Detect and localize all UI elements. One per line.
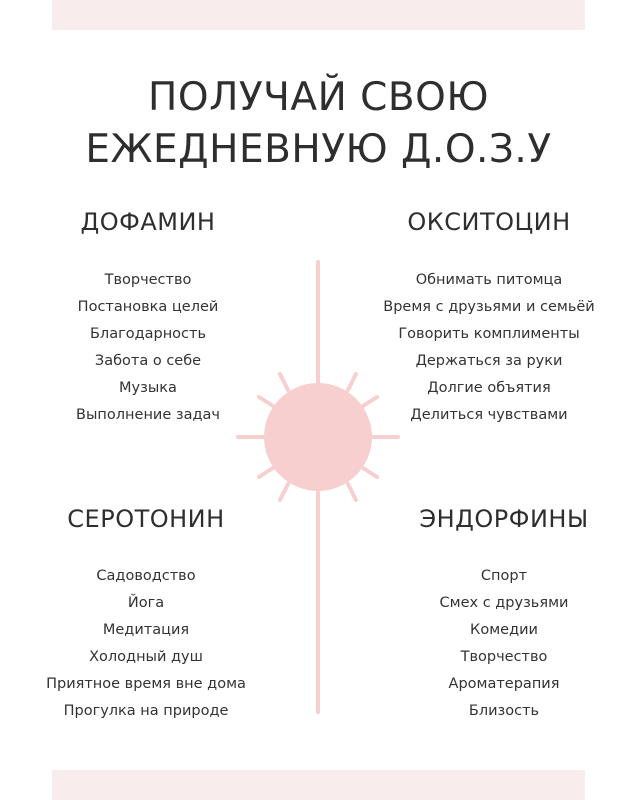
activity-list	[374, 563, 634, 725]
sun-circle	[264, 383, 372, 491]
list-item: Ароматерапия	[448, 676, 560, 692]
section-serotonin	[16, 504, 276, 725]
section-heading: ДОФАМИН	[80, 208, 216, 236]
list-item: Приятное время вне дома	[46, 676, 246, 692]
title-line-2: ЕЖЕДНЕВНУЮ Д.О.З.У	[85, 127, 552, 172]
sun-ray	[259, 468, 273, 477]
section-heading: ОКСИТОЦИН	[407, 208, 571, 236]
sun-ray	[348, 484, 356, 500]
section-dopamine	[18, 207, 278, 429]
list-item: Садоводство	[96, 568, 196, 584]
list-item: Забота о себе	[94, 353, 202, 369]
list-item: Держаться за руки	[415, 353, 563, 369]
sun-ray	[348, 374, 356, 390]
list-item: Творчество	[104, 272, 192, 288]
list-item: Медитация	[102, 622, 190, 638]
list-item: Спорт	[480, 568, 528, 584]
list-item: Время с друзьями и семьёй	[383, 299, 595, 315]
list-item: Комедии	[470, 622, 538, 638]
activity-list	[18, 267, 278, 429]
list-item: Прогулка на природе	[63, 703, 229, 719]
list-item: Выполнение задач	[76, 407, 220, 423]
sun-ray	[280, 484, 288, 500]
list-item: Холодный душ	[89, 649, 203, 665]
list-item: Долгие объятия	[427, 380, 551, 396]
title-line-1: ПОЛУЧАЙ СВОЮ	[148, 75, 489, 120]
section-heading: СЕРОТОНИН	[67, 505, 225, 533]
section-endorphins	[374, 504, 634, 725]
list-item: Благодарность	[89, 326, 207, 342]
list-item: Говорить комплименты	[398, 326, 580, 342]
sun-ray	[280, 374, 288, 390]
section-oxytocin	[359, 207, 619, 429]
list-item: Обнимать питомца	[415, 272, 563, 288]
section-heading: ЭНДОРФИНЫ	[419, 505, 589, 533]
list-item: Делиться чувствами	[410, 407, 568, 423]
activity-list	[359, 267, 619, 429]
sun-ray	[363, 468, 377, 477]
list-item: Постановка целей	[77, 299, 219, 315]
list-item: Творчество	[460, 649, 548, 665]
list-item: Смех с друзьями	[439, 595, 569, 611]
activity-list	[16, 563, 276, 725]
list-item: Музыка	[119, 380, 177, 396]
bottom-decorative-band	[52, 770, 585, 800]
list-item: Близость	[468, 703, 540, 719]
list-item: Йога	[127, 595, 165, 611]
